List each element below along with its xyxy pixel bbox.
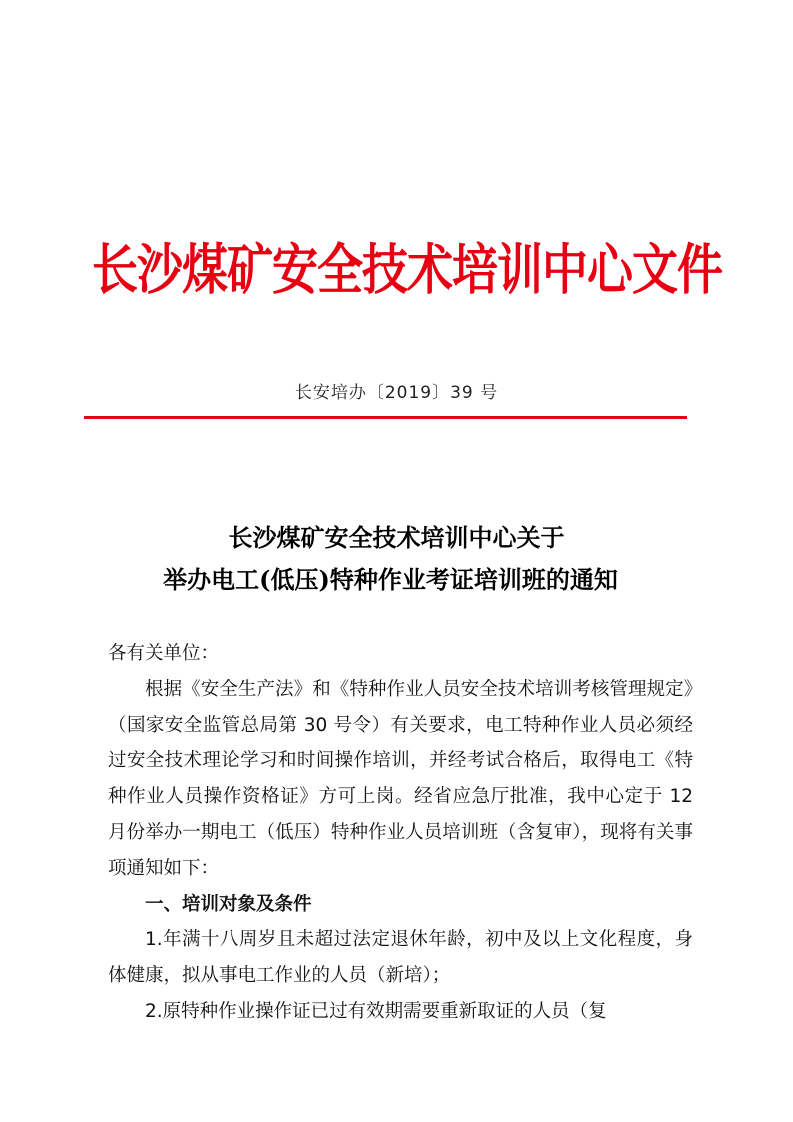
section-heading-training-targets: 一、培训对象及条件 [145,893,312,915]
salutation: 各有关单位： [108,643,220,664]
list-item-new-trainees: 1.年满十八周岁且未超过法定退休年龄，初中及以上文化程度，身体健康，拟从事电工作业的人员（新培）； [108,929,693,987]
notice-title-line-2: 举办电工(低压)特种作业考证培训班的通知 [163,565,618,594]
paragraph-intro: 根据《安全生产法》和《特种作业人员安全技术培训考核管理规定》（国家安全监管总局第 30 号令）有关要求，电工特种作业人员必须经过安全技术理论学习和时间操作培训，并经考试合格后，取得电工《特种作业人员操作资格证》方可上岗。经省应急厅批准，我中心定于 12 月份举办一期电工（低压）特种作业人员培训班（含复审），现将有关事项通知如下： [108,678,693,879]
notice-body [108,636,693,1030]
issuer-title: 长沙煤矿安全技术培训中心文件 [92,237,722,302]
red-divider [84,416,687,419]
notice-title-line-1: 长沙煤矿安全技术培训中心关于 [228,523,565,552]
document-number: 长安培办〔2019〕39 号 [294,383,499,403]
list-item-recertification: 2.原特种作业操作证已过有效期需要重新取证的人员（复 [145,1000,607,1022]
